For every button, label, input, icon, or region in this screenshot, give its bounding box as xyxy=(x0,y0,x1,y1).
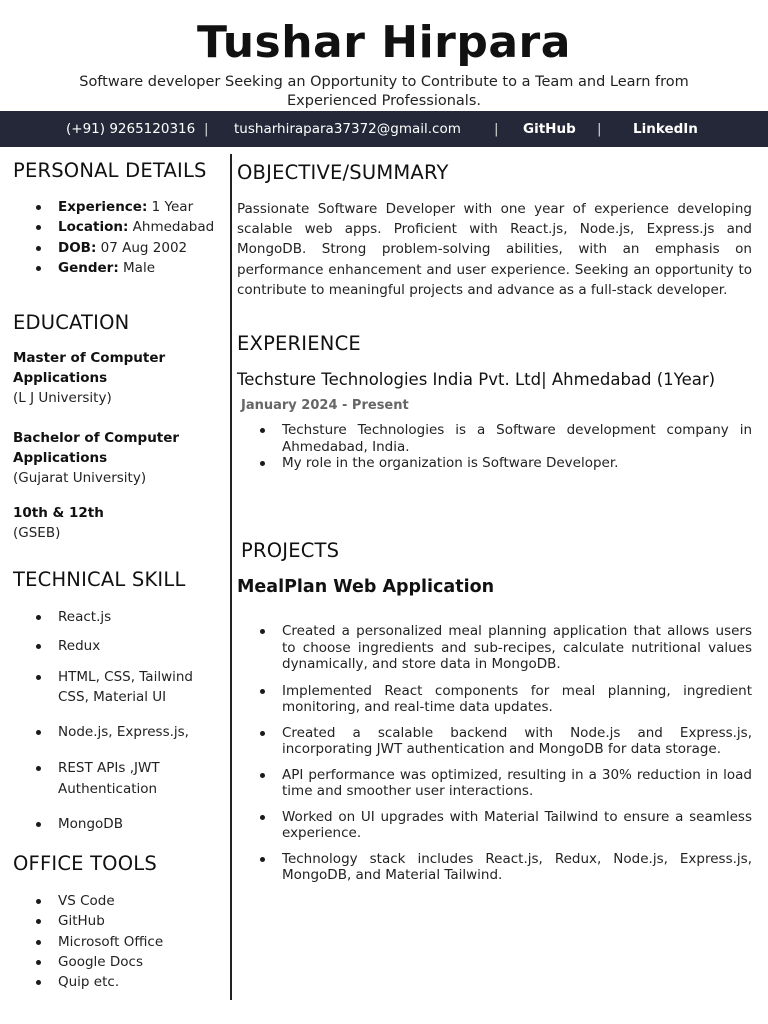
personal-detail-value: Male xyxy=(123,259,156,276)
project-title: MealPlan Web Application xyxy=(237,577,495,597)
degree-name: Master of Computer Applications xyxy=(13,350,166,386)
project-bullet: Worked on UI upgrades with Material Tailwind to ensure a seamless experience. xyxy=(237,809,752,842)
personal-details-heading: PERSONAL DETAILS xyxy=(13,159,207,182)
project-bullet: Created a personalized meal planning application that allows users to choose ingredients and sub-recipes, calculate nutritional values dynamically, and store data in MongoDB. xyxy=(237,623,752,673)
personal-detail-label: Location: xyxy=(58,219,129,236)
education-entry xyxy=(13,428,223,488)
personal-detail-label: Gender: xyxy=(58,259,119,276)
objective-text: Passionate Software Developer with one year of experience developing scalable web apps. Proficient with React.js, Node.js, Express.js and MongoDB. Strong problem-solving abilities, with an emphasis on performance enhancement and user experience. Seeking an opportunity to contribute to meaningful projects and advance as a full-stack developer. xyxy=(237,201,752,298)
tool-item: Quip etc. xyxy=(13,972,163,992)
office-tools-list xyxy=(13,891,163,992)
personal-detail-item xyxy=(13,217,214,237)
tool-item: Google Docs xyxy=(13,952,163,972)
technical-skill-list xyxy=(13,607,213,834)
github-link[interactable]: GitHub xyxy=(523,121,576,137)
experience-bullet: My role in the organization is Software Developer. xyxy=(237,455,752,472)
project-bullet: Technology stack includes React.js, Redux, Node.js, Express.js, MongoDB, and Material Tailwind. xyxy=(237,851,752,884)
email-link[interactable]: tusharhirapara37372@gmail.com xyxy=(234,121,461,137)
technical-skill-heading: TECHNICAL SKILL xyxy=(13,568,186,591)
personal-detail-value: Ahmedabad xyxy=(132,219,215,236)
linkedin-link[interactable]: LinkedIn xyxy=(633,121,698,137)
contact-separator: | xyxy=(204,121,209,137)
column-divider xyxy=(230,154,232,1000)
skill-item: HTML, CSS, Tailwind CSS, Material UI xyxy=(13,667,213,708)
education-entry xyxy=(13,348,223,408)
projects-heading: PROJECTS xyxy=(241,539,340,562)
education-heading: EDUCATION xyxy=(13,311,130,334)
institution-name: (L J University) xyxy=(13,390,112,406)
experience-list xyxy=(237,422,752,472)
skill-item: MongoDB xyxy=(13,814,213,834)
personal-details-list xyxy=(13,197,214,278)
skill-item: React.js xyxy=(13,607,213,627)
personal-detail-value: 07 Aug 2002 xyxy=(100,239,188,256)
employment-dates: January 2024 - Present xyxy=(241,398,409,413)
tagline: Software developer Seeking an Opportunity to Contribute to a Team and Learn from Experienced Professionals. xyxy=(79,74,689,109)
tool-item: GitHub xyxy=(13,911,163,931)
contact-separator: | xyxy=(597,121,602,137)
personal-detail-item xyxy=(13,238,214,258)
personal-detail-item xyxy=(13,258,214,278)
project-bullet: Created a scalable backend with Node.js and Express.js, incorporating JWT authentication and MongoDB for data storage. xyxy=(237,725,752,758)
institution-name: (Gujarat University) xyxy=(13,470,147,486)
personal-detail-label: Experience: xyxy=(58,199,148,215)
candidate-name: Tushar Hirpara xyxy=(197,17,571,68)
objective-heading: OBJECTIVE/SUMMARY xyxy=(237,161,449,184)
project-bullet: Implemented React components for meal planning, ingredient monitoring, and real-time data updates. xyxy=(237,683,752,716)
degree-name: Bachelor of Computer Applications xyxy=(13,430,180,466)
contact-separator: | xyxy=(494,121,499,137)
tool-item: Microsoft Office xyxy=(13,932,163,952)
personal-detail-value: 1 Year xyxy=(151,199,194,215)
office-tools-heading: OFFICE TOOLS xyxy=(13,852,157,875)
project-bullet: API performance was optimized, resulting in a 30% reduction in load time and smoother user interactions. xyxy=(237,767,752,800)
skill-item: REST APIs ,JWT Authentication xyxy=(13,758,213,799)
contact-bar xyxy=(0,111,768,147)
tool-item: VS Code xyxy=(13,891,163,911)
experience-heading: EXPERIENCE xyxy=(237,332,361,355)
degree-name: 10th & 12th xyxy=(13,505,104,521)
company-name: Techsture Technologies India Pvt. Ltd| Ahmedabad (1Year) xyxy=(237,370,716,389)
skill-item: Redux xyxy=(13,636,213,656)
education-entry xyxy=(13,503,223,543)
project-bullet-list xyxy=(237,623,752,884)
institution-name: (GSEB) xyxy=(13,525,61,541)
personal-detail-label: DOB: xyxy=(58,239,97,256)
experience-bullet: Techsture Technologies is a Software development company in Ahmedabad, India. xyxy=(237,422,752,455)
phone-number: (+91) 9265120316 xyxy=(66,121,196,137)
personal-detail-item xyxy=(13,197,214,217)
skill-item: Node.js, Express.js, xyxy=(13,722,213,742)
